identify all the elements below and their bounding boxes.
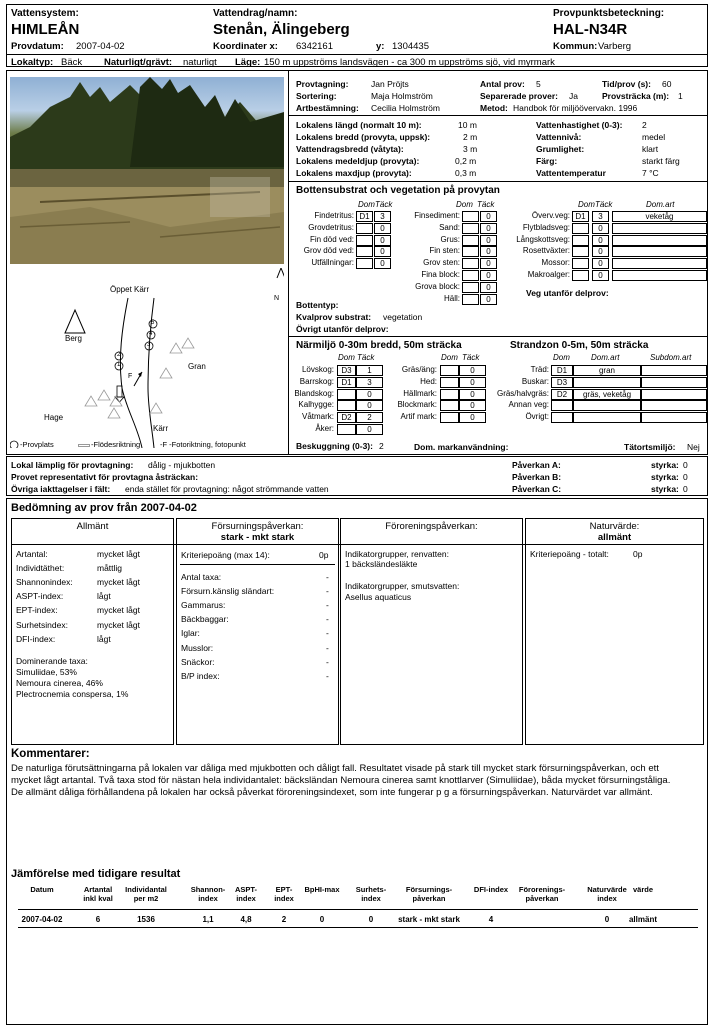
taxa-2: Nemoura cinerea, 46% [16,678,103,688]
kvalprov-value: vegetation [383,312,423,322]
jamforelse-header: värde [632,885,653,894]
strandzon-dom [551,400,573,411]
substrat3-label: Makroalger: [527,270,570,279]
narmiljo-col2-tack: Täck [462,353,480,362]
styrka-c-label: styrka: [651,484,679,494]
artbest-label: Artbestämning: [296,103,359,113]
narmiljo-col1-dom: Dom [338,353,355,362]
strandzon-title: Strandzon 0-5m, 50m sträcka [510,340,649,351]
vattendrag-value: Stenån, Älingeberg [213,21,350,38]
jamforelse-header: Shannon-index [190,885,226,903]
substrat3-dom [572,235,589,246]
substrat2-label: Fin sten: [429,246,460,256]
substrat1-tack: 0 [374,223,391,234]
kriterie-label: Kriteriepoäng (max 14): [181,550,270,560]
provtagning-value: Jan Pröjts [371,79,409,89]
narmiljo2-label: Hed: [420,376,437,386]
allmant-value: lågt [97,633,111,644]
allmant-label: ASPT-index: [16,591,64,602]
tatort-value: Nej [687,442,700,452]
substrat1-label: Fin död ved: [309,234,354,244]
natur-kriterie-label: Kriteriepoäng - totalt: [530,549,609,559]
koord-x-label: Koordinater x: [213,41,278,52]
forsurning-value: - [326,586,329,597]
koord-y-label: y: [376,41,385,52]
substrat2-label: Grova block: [415,281,460,291]
narmiljo1-label: Barrskog: [299,376,334,386]
substrat3-art [612,246,707,257]
strandzon-subdomart-head: Subdom.art [650,353,692,362]
tid-label: Tid/prov (s): [602,79,651,89]
strandzon-dom: D2 [551,389,573,400]
smutsvatten-label: Indikatorgrupper, smutsvatten: [345,581,460,591]
narmiljo1-tack: 3 [356,377,383,388]
jamforelse-header: Artantal inkl kval [83,885,113,903]
strandzon-label: Annan veg: [508,400,549,410]
substrat2-tack: 0 [480,235,497,246]
map-label-hage: Hage [44,413,64,422]
map-label-gran: Gran [188,362,206,371]
forsurning-label: Musslor: [181,642,214,653]
substrat1-label: Utfällningar: [311,258,354,268]
narmiljo2-label: Hällmark: [403,388,437,398]
allmant-label: DFI-index: [16,633,56,644]
lokaltyp-value: Bäck [61,57,83,68]
provpunkt-label: Provpunktsbeteckning: [553,8,665,19]
substrat3-dom [572,246,589,257]
strandzon-art [573,377,641,388]
forsurning-label: Iglar: [181,628,200,639]
medeldjup-label: Lokalens medeldjup (provyta): [296,156,420,166]
beskuggning-value: 2 [379,441,384,451]
allmant-value: mycket lågt [97,619,140,630]
provstracka-value: 1 [678,91,683,101]
substrat-col3-dom: Dom [578,200,595,209]
jamforelse-cell: 0 [319,915,325,924]
narmiljo2-tack: 0 [459,389,486,400]
natur-kriterie-value: 0p [633,549,643,559]
allmant-label: Surhetsindex: [16,619,68,630]
substrat2-tack: 0 [480,223,497,234]
substrat3-tack: 0 [592,270,609,281]
narmiljo1-dom: D1 [337,377,356,388]
forsurning-label: Gammarus: [181,600,226,611]
substrat3-art [612,258,707,269]
tatort-label: Tätortsmiljö: [624,442,676,452]
vattendragsbredd-value: 3 m [463,144,478,154]
allmant-value: mycket lågt [97,577,140,588]
substrat3-art [612,223,707,234]
substrat-col2-tack: Täck [477,200,495,209]
lamplig-value: dålig - mjukbotten [148,460,216,470]
substrat2-tack: 0 [480,246,497,257]
bedomning-title: Bedömning av prov från 2007-04-02 [11,502,197,514]
kommentarer-text: De naturliga förutsättningarna på lokalen var dåliga med mjukbotten och dåligt fall. Resultatet visade på stark till mycket stark försurningspåverkan, och ett mycket lågt artantal. Två taxa stod för nästan hela individantalet: bäcksländan Nemoura cinerea samt knottlarver (Simuliidae), båda mycket försurningståliga. De allmänt dåliga förhållandena på lokalen har också påverkat föroreningsindexet, som inte fungerar p g a försurningspåverkan. Naturvärdet var allmänt. [11,763,671,798]
jamforelse-cell: 0 [604,915,610,924]
allmant-value: lågt [97,591,111,602]
naturvarde-value: allmänt [597,532,632,543]
jamforelse-header: Förorenings-påverkan [518,885,566,903]
narmiljo1-dom [337,424,356,435]
strandzon-dom: D1 [551,365,573,376]
bredd-label: Lokalens bredd (provyta, uppsk): [296,132,431,142]
paverkan-b-label: Påverkan B: [512,472,562,482]
substrat1-tack: 0 [374,246,391,257]
substrat2-tack: 0 [480,211,497,222]
map-point-4: 4 [149,331,153,337]
markanv-label: Dom. markanvändning: [414,442,509,452]
forsurning-value: - [326,670,329,681]
substrat3-label: Långskottsveg: [516,234,570,244]
naturligt-label: Naturligt/grävt: [104,57,173,68]
styrka-c-value: 0 [683,484,688,494]
forsurning-label: Snäckor: [181,656,215,667]
narmiljo1-tack: 2 [356,412,383,423]
jamforelse-header: Naturvärde index [587,885,627,903]
veg-utanfor: Veg utanför delprov: [526,288,609,298]
substrat2-label: Sand: [439,222,460,232]
styrka-a-label: styrka: [651,460,679,470]
substrat2-dom [462,282,479,293]
narmiljo-col2-dom: Dom [441,353,458,362]
kommentarer-title: Kommentarer: [11,748,90,760]
koord-y-value: 1304435 [392,41,429,52]
substrat2-label: Fina block: [421,270,460,279]
substrat3-label: Överv.veg: [531,211,570,220]
provdatum-value: 2007-04-02 [76,41,125,52]
provpunkt-value: HAL-N34R [553,21,628,38]
substrat2-dom [462,294,479,305]
jamforelse-cell: 2 [281,915,287,924]
jamforelse-header: Försurnings-påverkan [405,885,453,903]
hastighet-value: 2 [642,120,647,130]
substrat1-label: Findetritus: [314,211,354,220]
substrat2-label: Häll: [443,293,460,303]
substrat3-dom [572,258,589,269]
jamforelse-cell: 1536 [137,915,155,924]
jamforelse-header: Surhets-index [355,885,387,903]
strandzon-subart [641,377,707,388]
substrat3-art: veketåg [612,211,707,222]
renvatten-value: 1 bäcksländesläkte [345,559,418,569]
paverkan-c-label: Påverkan C: [512,484,562,494]
narmiljo-col1-tack: Täck [357,353,375,362]
vattensystem-value: HIMLEÅN [11,21,80,38]
substrat1-tack: 3 [374,211,391,222]
jamforelse-cell: 0 [368,915,374,924]
allmant-label: Individtäthet: [16,563,65,574]
ovriga-label: Övriga iakttagelser i fält: [11,484,111,494]
jamforelse-cell: stark - mkt stark [398,915,460,924]
substrat3-label: Flytbladsveg: [522,222,570,232]
forsurning-value: - [326,642,329,653]
styrka-a-value: 0 [683,460,688,470]
paverkan-a-label: Påverkan A: [512,460,561,470]
map-legend-foto: -F -Fotoriktning, fotopunkt [160,440,246,449]
substrat-col3-domart: Dom.art [646,200,675,209]
hastighet-label: Vattenhastighet (0-3): [536,120,623,130]
provstracka-label: Provsträcka (m): [602,91,670,101]
smutsvatten-value: Asellus aquaticus [345,592,412,602]
allmant-label: Shannonindex: [16,577,73,588]
strandzon-label: Träd: [530,365,549,374]
allmant-label: Artantal: [16,549,48,559]
map-north-label: N [274,295,280,302]
substrat-title: Bottensubstrat och vegetation på provytan [296,185,500,196]
strandzon-art [573,400,641,411]
narmiljo2-tack: 0 [459,377,486,388]
substrat2-label: Finsediment: [414,211,460,220]
substrat-col3-tack: Täck [595,200,613,209]
maxdjup-label: Lokalens maxdjup (provyta): [296,168,412,178]
photo-scene [10,77,284,264]
substrat3-art [612,270,707,281]
kommun-value: Varberg [598,41,632,52]
forsurning-value: - [326,600,329,611]
jamforelse-header: DFI-index [473,885,509,894]
allmant-value: mycket lågt [97,549,140,559]
vattensystem-label: Vattensystem: [11,8,79,19]
substrat3-tack: 0 [592,223,609,234]
beskuggning-label: Beskuggning (0-3): [296,441,373,451]
map-legend-provplats: -Provplats [20,440,54,449]
stracka-label: Provet representativt för provtagna åsträckan: [11,472,199,482]
styrka-b-label: styrka: [651,472,679,482]
narmiljo2-label: Artif mark: [400,412,437,422]
jamforelse-title: Jämförelse med tidigare resultat [11,868,181,880]
narmiljo2-tack: 0 [459,412,486,423]
substrat3-dom [572,270,589,281]
tid-value: 60 [662,79,672,89]
strandzon-subart [641,389,707,400]
farg-value: starkt färg [642,156,680,166]
allmant-value: mycket lågt [97,605,140,616]
narmiljo1-label: Kalhygge: [298,400,334,410]
narmiljo1-label: Åker: [315,424,334,433]
substrat3-tack: 3 [592,211,609,222]
ovrigt-utanfor-label: Övrigt utanför delprov: [296,324,389,334]
jamforelse-header: EPT-index [274,885,294,903]
substrat1-tack: 0 [374,258,391,269]
metod-label: Metod: [480,103,508,113]
kommun-label: Kommun: [553,41,598,52]
jamforelse-header: Datum [30,885,54,894]
narmiljo-title: Närmiljö 0-30m bredd, 50m sträcka [296,340,462,351]
substrat3-tack: 0 [592,246,609,257]
forsurning-label: B/P index: [181,670,220,681]
strandzon-label: Gräs/halvgräs: [496,388,549,398]
jamforelse-cell: allmänt [628,915,657,924]
lage-label: Läge: [235,57,261,68]
narmiljo2-label: Gräs/äng: [401,365,437,374]
provtagning-label: Provtagning: [296,79,349,89]
bottentyp-label: Bottentyp: [296,300,339,310]
kriterie-value: 0p [319,550,329,560]
substrat1-label: Grov död ved: [303,246,354,256]
narmiljo1-label: Blandskog: [294,388,334,398]
sortering-value: Maja Holmström [371,91,433,101]
vattenniva-value: medel [642,132,666,142]
jamforelse-cell: 4 [488,915,494,924]
strandzon-art: gran [573,365,641,376]
substrat2-label: Grus: [440,234,460,244]
substrat-col1-tack: Täck [375,200,393,209]
lage-value: 150 m uppströms landsvägen - ca 300 m uppströms sjö, vid myrmark [264,57,555,68]
forsurning-head: Försurningspåverkan: [211,521,304,532]
narmiljo1-tack: 0 [356,389,383,400]
narmiljo1-label: Våtmark: [301,412,334,422]
strandzon-art [573,412,641,423]
substrat2-tack: 0 [480,258,497,269]
narmiljo2-tack: 0 [459,400,486,411]
map-point-1: 1 [117,362,121,368]
antal-prov-label: Antal prov: [480,79,525,89]
narmiljo2-tack: 0 [459,365,486,376]
substrat-col1-dom: Dom [358,200,375,209]
narmiljo1-tack: 0 [356,424,383,435]
substrat2-tack: 0 [480,282,497,293]
langd-value: 10 m [458,120,477,130]
sortering-label: Sortering: [296,91,337,101]
map-point-5: 5 [151,320,155,326]
forsurning-label: Försurn.känslig sländart: [181,586,275,597]
separerade-label: Separerade prover: [480,91,558,101]
taxa-1: Simuliidae, 53% [16,667,77,677]
allmant-value: måttlig [97,563,123,574]
map-point-2: 2 [117,352,121,358]
jamforelse-header: BpHI-max [304,885,340,894]
provdatum-label: Provdatum: [11,41,64,52]
antal-prov-value: 5 [536,79,541,89]
grumlighet-value: klart [642,144,659,154]
strandzon-dom-head: Dom [553,353,570,362]
substrat3-dom [572,223,589,234]
strandzon-label: Buskar: [521,376,549,386]
substrat3-dom: D1 [572,211,589,222]
naturligt-value: naturligt [183,57,217,68]
substrat3-label: Rosettväxter: [522,246,570,256]
allmant-head: Allmänt [76,521,109,532]
map-label-berg: Berg [65,334,82,343]
vattendragsbredd-label: Vattendragsbredd (våtyta): [296,144,404,154]
jamforelse-header: Individantal per m2 [125,885,167,903]
jamforelse-cell: 6 [95,915,101,924]
allmant-label: EPT-index: [16,605,58,616]
styrka-b-value: 0 [683,472,688,482]
lokaltyp-label: Lokaltyp: [11,57,54,68]
substrat-col2-dom: Dom [456,200,473,209]
forsurning-value: - [326,628,329,639]
kvalprov-label: Kvalprov substrat: [296,312,372,322]
separerade-value: Ja [569,91,578,101]
forsurning-label: Bäckbaggar: [181,614,229,625]
ovriga-value: enda stället för provtagning: något strömmande vatten [125,484,329,494]
narmiljo1-dom: D3 [337,365,356,376]
map-label-karr: Kärr [153,424,169,433]
narmiljo2-label: Blockmark: [397,400,437,410]
narmiljo1-tack: 0 [356,400,383,411]
substrat3-label: Mossor: [541,258,570,268]
forsurning-value: - [326,656,329,667]
bredd-value: 2 m [463,132,478,142]
strandzon-subart [641,412,707,423]
forsurning-value: stark - mkt stark [220,532,295,543]
substrat1-dom: D1 [356,211,373,222]
strandzon-subart [641,400,707,411]
renvatten-label: Indikatorgrupper, renvatten: [345,549,449,559]
metod-value: Handbok för miljöövervakn. 1996 [513,103,638,113]
strandzon-label: Övrigt: [525,412,549,422]
temp-value: 7 °C [642,168,659,178]
strandzon-subart [641,365,707,376]
map-legend-flodes: -Flödesriktning [91,440,141,449]
substrat2-tack: 0 [480,270,497,281]
forsurning-value: - [326,572,329,582]
jamforelse-header: ASPT-index [234,885,258,903]
jamforelse-cell: 1,1 [202,915,214,924]
substrat2-label: Grov sten: [423,258,460,268]
taxa-3: Plectrocnemia conspersa, 1% [16,689,129,699]
farg-label: Färg: [536,156,558,166]
forsurning-label: Antal taxa: [181,572,222,582]
forsurning-value: - [326,614,329,625]
map-photo-label: F [128,373,133,380]
strandzon-domart-head: Dom.art [591,353,620,362]
vattenniva-label: Vattennivå: [536,132,582,142]
jamforelse-cell: 2007-04-02 [21,915,63,924]
narmiljo1-label: Lövskog: [301,365,334,374]
substrat1-label: Grovdetritus: [308,222,354,232]
substrat1-tack: 0 [374,235,391,246]
map-label-oppet: Öppet Kärr [110,285,150,294]
temp-label: Vattentemperatur [536,168,606,178]
map-point-3: 3 [147,342,151,348]
taxa-title: Dominerande taxa: [16,656,88,666]
strandzon-art: gräs, veketåg [573,389,641,400]
substrat3-art [612,235,707,246]
strandzon-dom [551,412,573,423]
flow-legend-icon [78,444,90,447]
substrat2-tack: 0 [480,294,497,305]
substrat3-tack: 0 [592,258,609,269]
naturvarde-head: Naturvärde: [589,521,640,532]
langd-label: Lokalens längd (normalt 10 m): [296,120,422,130]
narmiljo1-tack: 1 [356,365,383,376]
grumlighet-label: Grumlighet: [536,144,585,154]
maxdjup-value: 0,3 m [455,168,477,178]
artbest-value: Cecilia Holmström [371,103,440,113]
strandzon-dom: D3 [551,377,573,388]
koord-x-value: 6342161 [296,41,333,52]
lamplig-label: Lokal lämplig för provtagning: [11,460,134,470]
fororening-head: Föroreningspåverkan: [385,521,478,532]
site-photo [10,77,284,264]
vattendrag-label: Vattendrag/namn: [213,8,298,19]
medeldjup-value: 0,2 m [455,156,477,166]
narmiljo1-dom: D2 [337,412,356,423]
jamforelse-cell: 4,8 [240,915,252,924]
substrat3-tack: 0 [592,235,609,246]
